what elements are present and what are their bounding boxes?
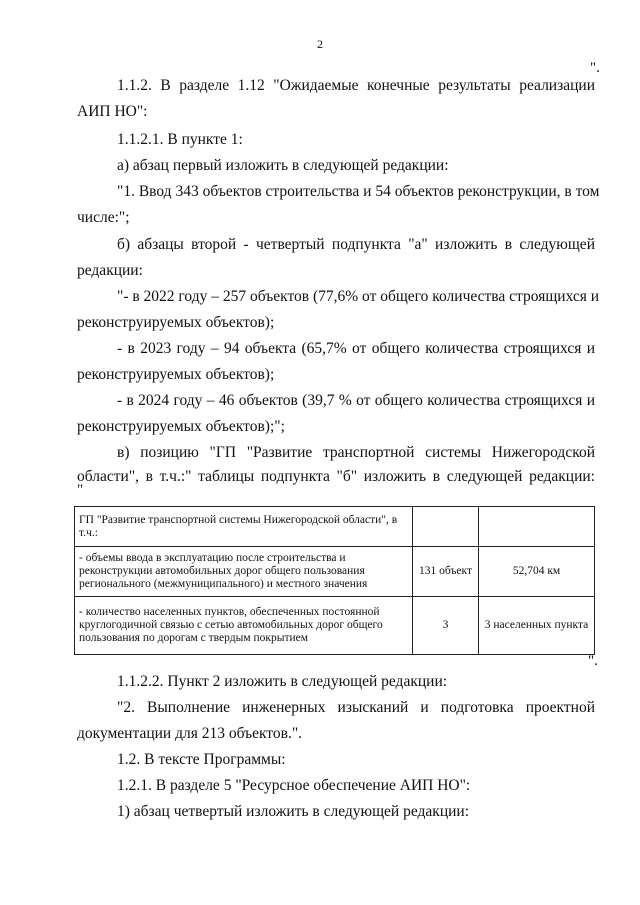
paragraph-line: 1.1.2.1. В пункте 1: (117, 131, 243, 148)
paragraph-line: "1. Ввод 343 объектов строительства и 54 объектов реконструкции, в том (117, 183, 600, 200)
paragraph-line: б) абзацы второй - четвертый подпункта "а" изложить в следующей (117, 236, 595, 253)
paragraph-line: - в 2023 году – 94 объекта (65,7% от общего количества строящихся и (117, 340, 595, 357)
table-cell: - количество населенных пунктов, обеспеченных постоянной круглогодичной связью с сетью автомобильных дорог общего пользования по дорогам с твердым покрытием (75, 597, 413, 655)
results-table (74, 506, 595, 655)
paragraph-line: 1.1.2. В разделе 1.12 "Ожидаемые конечные результаты реализации (117, 77, 595, 94)
table-cell (479, 507, 595, 547)
table-cell (413, 507, 479, 547)
paragraph-line: числе:"; (77, 209, 130, 226)
page-number: 2 (317, 37, 323, 51)
paragraph-line: реконструируемых объектов);"; (77, 418, 285, 435)
paragraph-line: редакции: (77, 262, 143, 279)
paragraph-line: реконструируемых объектов); (77, 366, 275, 383)
table-row (75, 507, 595, 547)
paragraph-line: в) позицию "ГП "Развитие транспортной системы Нижегородской (117, 444, 595, 461)
closing-quote-top: ". (590, 60, 600, 76)
table-cell: 3 населенных пункта (479, 597, 595, 655)
paragraph-line: 1) абзац четвертый изложить в следующей редакции: (117, 803, 470, 820)
table-row (75, 597, 595, 655)
paragraph-line: АИП НО": (77, 103, 148, 120)
closing-quote: ". (588, 653, 598, 669)
paragraph-line: 1.2.1. В разделе 5 "Ресурсное обеспечение АИП НО": (117, 777, 471, 794)
table-cell: 3 (413, 597, 479, 655)
paragraph-line: 1.2. В тексте Программы: (117, 751, 286, 768)
paragraph-line: 1.1.2.2. Пункт 2 изложить в следующей редакции: (117, 673, 448, 690)
paragraph-line: "- в 2022 году – 257 объектов (77,6% от общего количества строящихся и (117, 288, 600, 305)
paragraph-line: области", в т.ч.:" таблицы подпункта "б" изложить в следующей редакции: (77, 468, 595, 485)
paragraph-line: документации для 213 объектов.". (77, 725, 303, 742)
table-cell: 131 объект (413, 547, 479, 597)
table-cell: - объемы ввода в эксплуатацию после строительства и реконструкции автомобильных дорог общего пользования регионального (межмуниципального) и местного значения (75, 547, 413, 597)
table-row (75, 547, 595, 597)
paragraph-line: реконструируемых объектов); (77, 314, 275, 331)
table-cell: 52,704 км (479, 547, 595, 597)
paragraph-line: а) абзац первый изложить в следующей редакции: (117, 157, 449, 174)
table-cell: ГП "Развитие транспортной системы Нижегородской области", в т.ч.: (75, 507, 413, 547)
paragraph-line: "2. Выполнение инженерных изысканий и подготовка проектной (117, 699, 595, 716)
paragraph-line: - в 2024 году – 46 объектов (39,7 % от общего количества строящихся и (117, 392, 595, 409)
opening-quote: " (77, 482, 84, 498)
